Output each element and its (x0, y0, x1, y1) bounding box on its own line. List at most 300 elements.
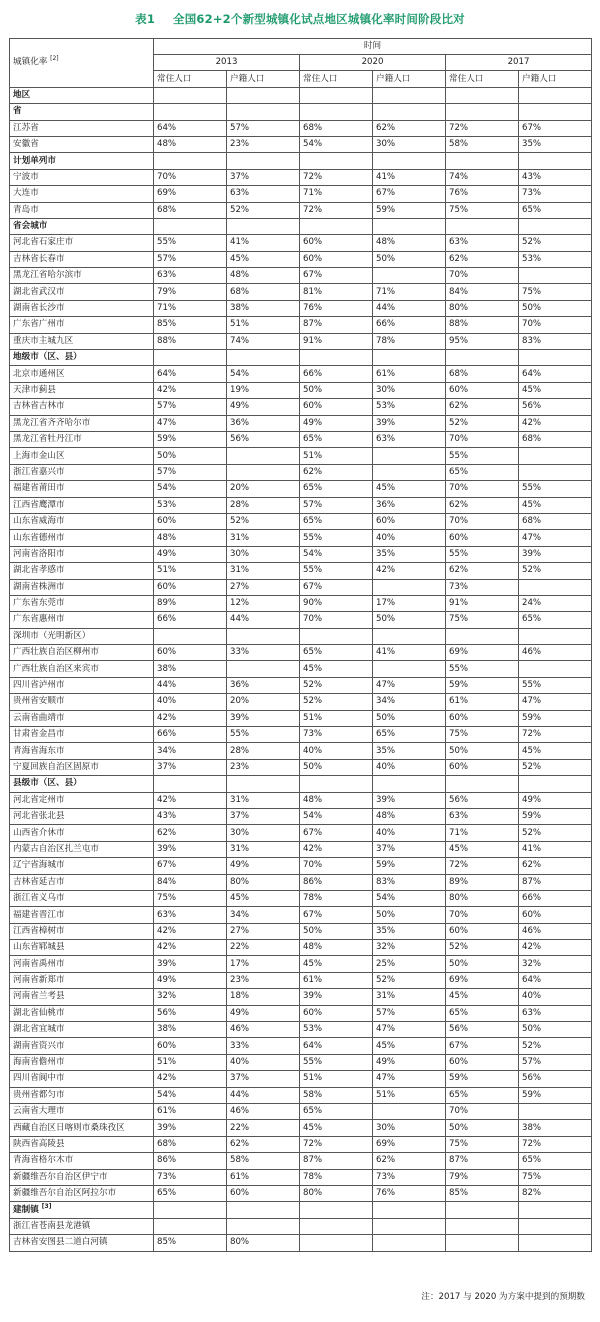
rate-cell: 20% (227, 481, 300, 497)
rate-cell: 41% (227, 235, 300, 251)
rate-cell: 87% (300, 1153, 373, 1169)
rate-cell: 36% (373, 497, 446, 513)
rate-cell: 18% (227, 989, 300, 1005)
rate-cell (373, 464, 446, 480)
rate-cell: 67% (300, 268, 373, 284)
rate-cell: 52% (373, 972, 446, 988)
rate-cell (300, 628, 373, 644)
rate-cell: 64% (154, 120, 227, 136)
rate-cell: 30% (373, 1120, 446, 1136)
rate-cell: 83% (373, 874, 446, 890)
table-row (10, 497, 592, 513)
rate-cell: 59% (373, 202, 446, 218)
rate-cell: 65% (519, 612, 592, 628)
rate-cell: 55% (227, 727, 300, 743)
table-row (10, 333, 592, 349)
table-row (10, 1022, 592, 1038)
region-name-cell: 湖北省孝感市 (10, 563, 154, 579)
registered-pop-header: 户籍人口 (227, 71, 300, 87)
table-row (10, 366, 592, 382)
empty-cell (154, 776, 227, 792)
rate-cell: 63% (519, 1005, 592, 1021)
rate-cell: 52% (446, 940, 519, 956)
rate-cell: 63% (154, 907, 227, 923)
table-row (10, 677, 592, 693)
region-name-cell: 海南省儋州市 (10, 1054, 154, 1070)
rate-cell: 39% (154, 841, 227, 857)
rate-cell: 60% (519, 907, 592, 923)
rate-cell (227, 448, 300, 464)
rate-cell: 39% (373, 792, 446, 808)
region-name-cell: 吉林省吉林市 (10, 399, 154, 415)
rate-cell: 22% (227, 1120, 300, 1136)
table-row (10, 1038, 592, 1054)
resident-pop-header: 常住人口 (300, 71, 373, 87)
rate-cell: 32% (373, 940, 446, 956)
region-name-cell: 云南省曲靖市 (10, 710, 154, 726)
region-label-row (10, 87, 592, 103)
rate-cell: 72% (446, 858, 519, 874)
rate-cell: 31% (227, 530, 300, 546)
title-bar (0, 0, 600, 38)
rate-cell: 61% (373, 366, 446, 382)
rate-cell: 45% (519, 743, 592, 759)
region-name-cell: 山东省德州市 (10, 530, 154, 546)
rate-cell: 49% (227, 1005, 300, 1021)
rate-cell (373, 579, 446, 595)
region-name-cell: 山东省威海市 (10, 513, 154, 529)
empty-cell (446, 350, 519, 366)
rate-cell (227, 628, 300, 644)
rate-cell: 38% (154, 1022, 227, 1038)
rate-cell: 47% (154, 415, 227, 431)
empty-cell (300, 1202, 373, 1218)
table-row (10, 661, 592, 677)
table-row (10, 1153, 592, 1169)
rate-cell: 68% (446, 366, 519, 382)
empty-cell (300, 104, 373, 120)
table-row (10, 1071, 592, 1087)
rate-cell: 48% (154, 136, 227, 152)
rate-cell: 80% (227, 874, 300, 890)
rate-cell: 59% (373, 858, 446, 874)
rate-cell: 54% (154, 1087, 227, 1103)
rate-cell: 62% (446, 497, 519, 513)
rate-cell: 67% (446, 1038, 519, 1054)
rate-cell: 57% (154, 464, 227, 480)
table-row (10, 808, 592, 824)
empty-cell (227, 350, 300, 366)
rate-cell: 50% (373, 612, 446, 628)
empty-cell (446, 218, 519, 234)
table-row (10, 136, 592, 152)
rate-cell: 70% (446, 513, 519, 529)
rate-cell: 52% (300, 694, 373, 710)
rate-cell: 69% (154, 186, 227, 202)
table-row (10, 1185, 592, 1201)
rate-cell: 68% (519, 513, 592, 529)
rate-cell: 52% (519, 563, 592, 579)
rate-cell: 37% (227, 1071, 300, 1087)
rate-cell: 60% (446, 382, 519, 398)
rate-cell: 85% (154, 317, 227, 333)
empty-cell (519, 104, 592, 120)
rate-cell: 53% (154, 497, 227, 513)
rate-cell: 68% (300, 120, 373, 136)
section-title (10, 1202, 154, 1218)
table-title-text: 全国62+2个新型城镇化试点地区城镇化率时间阶段比对 (173, 12, 465, 26)
rate-cell: 57% (519, 1054, 592, 1070)
row-label-text: 城镇化率 (13, 57, 48, 68)
rate-cell: 65% (300, 513, 373, 529)
table-row (10, 1169, 592, 1185)
rate-cell: 35% (373, 923, 446, 939)
section-header-row (10, 350, 592, 366)
rate-cell: 61% (446, 694, 519, 710)
rate-cell: 39% (519, 546, 592, 562)
rate-cell: 50% (373, 251, 446, 267)
rate-cell: 56% (227, 431, 300, 447)
rate-cell: 36% (227, 677, 300, 693)
rate-cell: 61% (227, 1169, 300, 1185)
rate-cell: 52% (446, 415, 519, 431)
rate-cell: 23% (227, 136, 300, 152)
rate-cell: 40% (227, 1054, 300, 1070)
rate-cell: 30% (373, 382, 446, 398)
rate-cell: 57% (227, 120, 300, 136)
empty-cell (227, 1202, 300, 1218)
table-row (10, 300, 592, 316)
rate-cell: 41% (373, 169, 446, 185)
table-title (135, 11, 465, 27)
rate-cell: 45% (227, 251, 300, 267)
table-row (10, 186, 592, 202)
rate-cell: 83% (519, 333, 592, 349)
rate-cell: 25% (373, 956, 446, 972)
empty-cell (373, 218, 446, 234)
rate-cell: 79% (446, 1169, 519, 1185)
rate-cell: 68% (227, 284, 300, 300)
rate-cell: 41% (373, 645, 446, 661)
rate-cell: 38% (154, 661, 227, 677)
rate-cell: 39% (154, 1120, 227, 1136)
rate-cell: 80% (446, 890, 519, 906)
table-number: 表1 (135, 12, 156, 26)
rate-cell: 68% (154, 1136, 227, 1152)
rate-cell: 87% (446, 1153, 519, 1169)
rate-cell: 48% (300, 940, 373, 956)
rate-cell: 38% (519, 1120, 592, 1136)
region-name-cell: 广东省惠州市 (10, 612, 154, 628)
region-name-cell: 浙江省义乌市 (10, 890, 154, 906)
table-body (10, 39, 592, 1252)
rate-cell: 45% (519, 382, 592, 398)
rate-cell: 73% (300, 727, 373, 743)
region-name-cell: 广东省东莞市 (10, 595, 154, 611)
rate-cell: 75% (519, 284, 592, 300)
rate-cell: 87% (300, 317, 373, 333)
rate-cell: 67% (373, 186, 446, 202)
table-row (10, 1104, 592, 1120)
rate-cell: 72% (446, 120, 519, 136)
rate-cell: 44% (373, 300, 446, 316)
table-row (10, 317, 592, 333)
year-header: 2020 (300, 55, 446, 71)
rate-cell: 46% (227, 1022, 300, 1038)
table-row (10, 579, 592, 595)
rate-cell: 57% (154, 399, 227, 415)
rate-cell: 61% (154, 1104, 227, 1120)
rate-cell: 70% (300, 858, 373, 874)
rate-cell: 52% (227, 202, 300, 218)
rate-cell: 64% (300, 1038, 373, 1054)
section-title-text: 省会城市 (13, 221, 48, 232)
region-name-cell: 宁夏回族自治区固原市 (10, 759, 154, 775)
empty-cell (154, 1202, 227, 1218)
rate-cell (373, 448, 446, 464)
rate-cell: 23% (227, 759, 300, 775)
region-name-cell: 河南省兰考县 (10, 989, 154, 1005)
rate-cell: 50% (300, 759, 373, 775)
table-row (10, 923, 592, 939)
rate-cell: 43% (154, 808, 227, 824)
rate-cell: 58% (227, 1153, 300, 1169)
empty-cell (519, 153, 592, 169)
rate-cell: 49% (227, 858, 300, 874)
rate-cell: 34% (154, 743, 227, 759)
rate-cell: 33% (227, 1038, 300, 1054)
rate-cell: 67% (300, 907, 373, 923)
rate-cell: 24% (519, 595, 592, 611)
empty-cell (227, 104, 300, 120)
rate-cell: 42% (300, 841, 373, 857)
rate-cell: 62% (373, 1153, 446, 1169)
rate-cell: 65% (300, 645, 373, 661)
rate-cell: 52% (227, 513, 300, 529)
region-name-cell: 湖南省长沙市 (10, 300, 154, 316)
empty-cell (300, 350, 373, 366)
rate-cell: 71% (154, 300, 227, 316)
rate-cell: 66% (519, 890, 592, 906)
rate-cell: 17% (373, 595, 446, 611)
footnote-ref: [3] (41, 1202, 52, 1210)
rate-cell: 73% (519, 186, 592, 202)
rate-cell: 69% (446, 645, 519, 661)
rate-cell: 55% (300, 530, 373, 546)
region-name-cell: 浙江省嘉兴市 (10, 464, 154, 480)
rate-cell: 37% (373, 841, 446, 857)
rate-cell: 42% (154, 792, 227, 808)
section-title-text: 省 (13, 106, 22, 117)
year-header: 2017 (446, 55, 592, 71)
rate-cell: 55% (300, 563, 373, 579)
rate-cell: 49% (154, 546, 227, 562)
rate-cell: 17% (227, 956, 300, 972)
rate-cell: 75% (446, 727, 519, 743)
rate-cell: 59% (154, 431, 227, 447)
rate-cell: 72% (300, 202, 373, 218)
rate-cell: 40% (373, 759, 446, 775)
region-name-cell: 辽宁省海城市 (10, 858, 154, 874)
empty-cell (154, 104, 227, 120)
rate-cell (519, 1218, 592, 1234)
rate-cell: 76% (300, 300, 373, 316)
empty-cell (519, 1202, 592, 1218)
rate-cell: 66% (154, 727, 227, 743)
rate-cell: 70% (446, 431, 519, 447)
rate-cell: 49% (373, 1054, 446, 1070)
rate-cell: 63% (373, 431, 446, 447)
rate-cell: 91% (446, 595, 519, 611)
rate-cell: 34% (227, 907, 300, 923)
rate-cell: 51% (300, 710, 373, 726)
empty-cell (154, 153, 227, 169)
rate-cell: 59% (519, 1087, 592, 1103)
rate-cell: 30% (227, 825, 300, 841)
empty-cell (373, 104, 446, 120)
rate-cell: 60% (446, 1054, 519, 1070)
rate-cell: 27% (227, 923, 300, 939)
region-name-cell: 江西省樟树市 (10, 923, 154, 939)
rate-cell: 65% (519, 1153, 592, 1169)
rate-cell: 54% (154, 481, 227, 497)
rate-cell: 86% (300, 874, 373, 890)
rate-cell: 41% (519, 841, 592, 857)
rate-cell: 23% (227, 972, 300, 988)
rate-cell: 30% (373, 136, 446, 152)
rate-cell: 48% (300, 792, 373, 808)
region-name-cell: 安徽省 (10, 136, 154, 152)
rate-cell: 70% (446, 907, 519, 923)
region-name-cell: 江西省鹰潭市 (10, 497, 154, 513)
registered-pop-header: 户籍人口 (373, 71, 446, 87)
rate-cell: 63% (154, 268, 227, 284)
rate-cell: 42% (519, 415, 592, 431)
region-name-cell: 广东省广州市 (10, 317, 154, 333)
rate-cell: 62% (373, 120, 446, 136)
rate-cell: 62% (227, 1136, 300, 1152)
rate-cell: 47% (373, 1022, 446, 1038)
rate-cell: 50% (519, 1022, 592, 1038)
rate-cell: 62% (446, 399, 519, 415)
rate-cell: 75% (519, 1169, 592, 1185)
region-name-cell: 青海省海东市 (10, 743, 154, 759)
region-name-cell: 云南省大理市 (10, 1104, 154, 1120)
region-name-cell: 大连市 (10, 186, 154, 202)
time-header: 时间 (154, 39, 592, 55)
rate-cell: 71% (373, 284, 446, 300)
table-row (10, 890, 592, 906)
rate-cell: 66% (300, 366, 373, 382)
rate-cell: 52% (519, 825, 592, 841)
rate-cell: 90% (300, 595, 373, 611)
table-row (10, 612, 592, 628)
rate-cell: 50% (300, 382, 373, 398)
rate-cell: 51% (373, 1087, 446, 1103)
region-name-cell: 河南省洛阳市 (10, 546, 154, 562)
rate-cell: 50% (446, 956, 519, 972)
region-name-cell: 福建省莆田市 (10, 481, 154, 497)
rate-cell (446, 628, 519, 644)
rate-cell: 72% (300, 1136, 373, 1152)
rate-cell: 63% (227, 186, 300, 202)
region-name-cell: 黑龙江省牡丹江市 (10, 431, 154, 447)
rate-cell: 40% (519, 989, 592, 1005)
table-row (10, 563, 592, 579)
rate-cell: 70% (446, 481, 519, 497)
table-row (10, 792, 592, 808)
region-name-cell: 江苏省 (10, 120, 154, 136)
table-row (10, 694, 592, 710)
rate-cell: 60% (446, 759, 519, 775)
region-name-cell: 河南省新郑市 (10, 972, 154, 988)
table-row (10, 956, 592, 972)
rate-cell: 47% (519, 530, 592, 546)
region-name-cell: 西藏自治区日喀则市桑珠孜区 (10, 1120, 154, 1136)
rate-cell: 55% (519, 677, 592, 693)
table-row (10, 1054, 592, 1070)
rate-cell: 62% (300, 464, 373, 480)
rate-cell: 74% (446, 169, 519, 185)
rate-cell: 60% (300, 235, 373, 251)
rate-cell: 68% (154, 202, 227, 218)
rate-cell: 42% (154, 382, 227, 398)
rate-cell: 45% (300, 956, 373, 972)
empty-cell (519, 776, 592, 792)
region-name-cell: 宁波市 (10, 169, 154, 185)
table-row (10, 1005, 592, 1021)
rate-cell: 48% (373, 235, 446, 251)
rate-cell: 70% (446, 268, 519, 284)
table-row (10, 727, 592, 743)
region-name-cell: 青岛市 (10, 202, 154, 218)
table-row (10, 120, 592, 136)
rate-cell: 54% (300, 546, 373, 562)
rate-cell: 51% (154, 563, 227, 579)
rate-cell: 64% (154, 366, 227, 382)
table-row (10, 1120, 592, 1136)
rate-cell: 49% (519, 792, 592, 808)
region-name-cell: 广西壮族自治区柳州市 (10, 645, 154, 661)
rate-cell: 65% (446, 464, 519, 480)
year-header: 2013 (154, 55, 300, 71)
rate-cell: 78% (300, 890, 373, 906)
rate-cell: 39% (300, 989, 373, 1005)
empty-cell (446, 153, 519, 169)
region-name-cell: 天津市蓟县 (10, 382, 154, 398)
table-row (10, 710, 592, 726)
empty-cell (519, 218, 592, 234)
rate-cell: 52% (519, 1038, 592, 1054)
region-name-cell: 湖北省武汉市 (10, 284, 154, 300)
rate-cell: 19% (227, 382, 300, 398)
rate-cell: 45% (300, 661, 373, 677)
rate-cell: 50% (373, 907, 446, 923)
rate-cell: 57% (373, 1005, 446, 1021)
rate-cell: 42% (154, 710, 227, 726)
region-name-cell: 河北省定州市 (10, 792, 154, 808)
rate-cell: 45% (446, 989, 519, 1005)
rate-cell (519, 628, 592, 644)
rate-cell: 54% (300, 136, 373, 152)
table-row (10, 1218, 592, 1234)
rate-cell: 37% (154, 759, 227, 775)
table-row (10, 595, 592, 611)
table-row (10, 268, 592, 284)
rate-cell (227, 1218, 300, 1234)
rate-cell: 46% (227, 1104, 300, 1120)
rate-cell: 51% (300, 1071, 373, 1087)
